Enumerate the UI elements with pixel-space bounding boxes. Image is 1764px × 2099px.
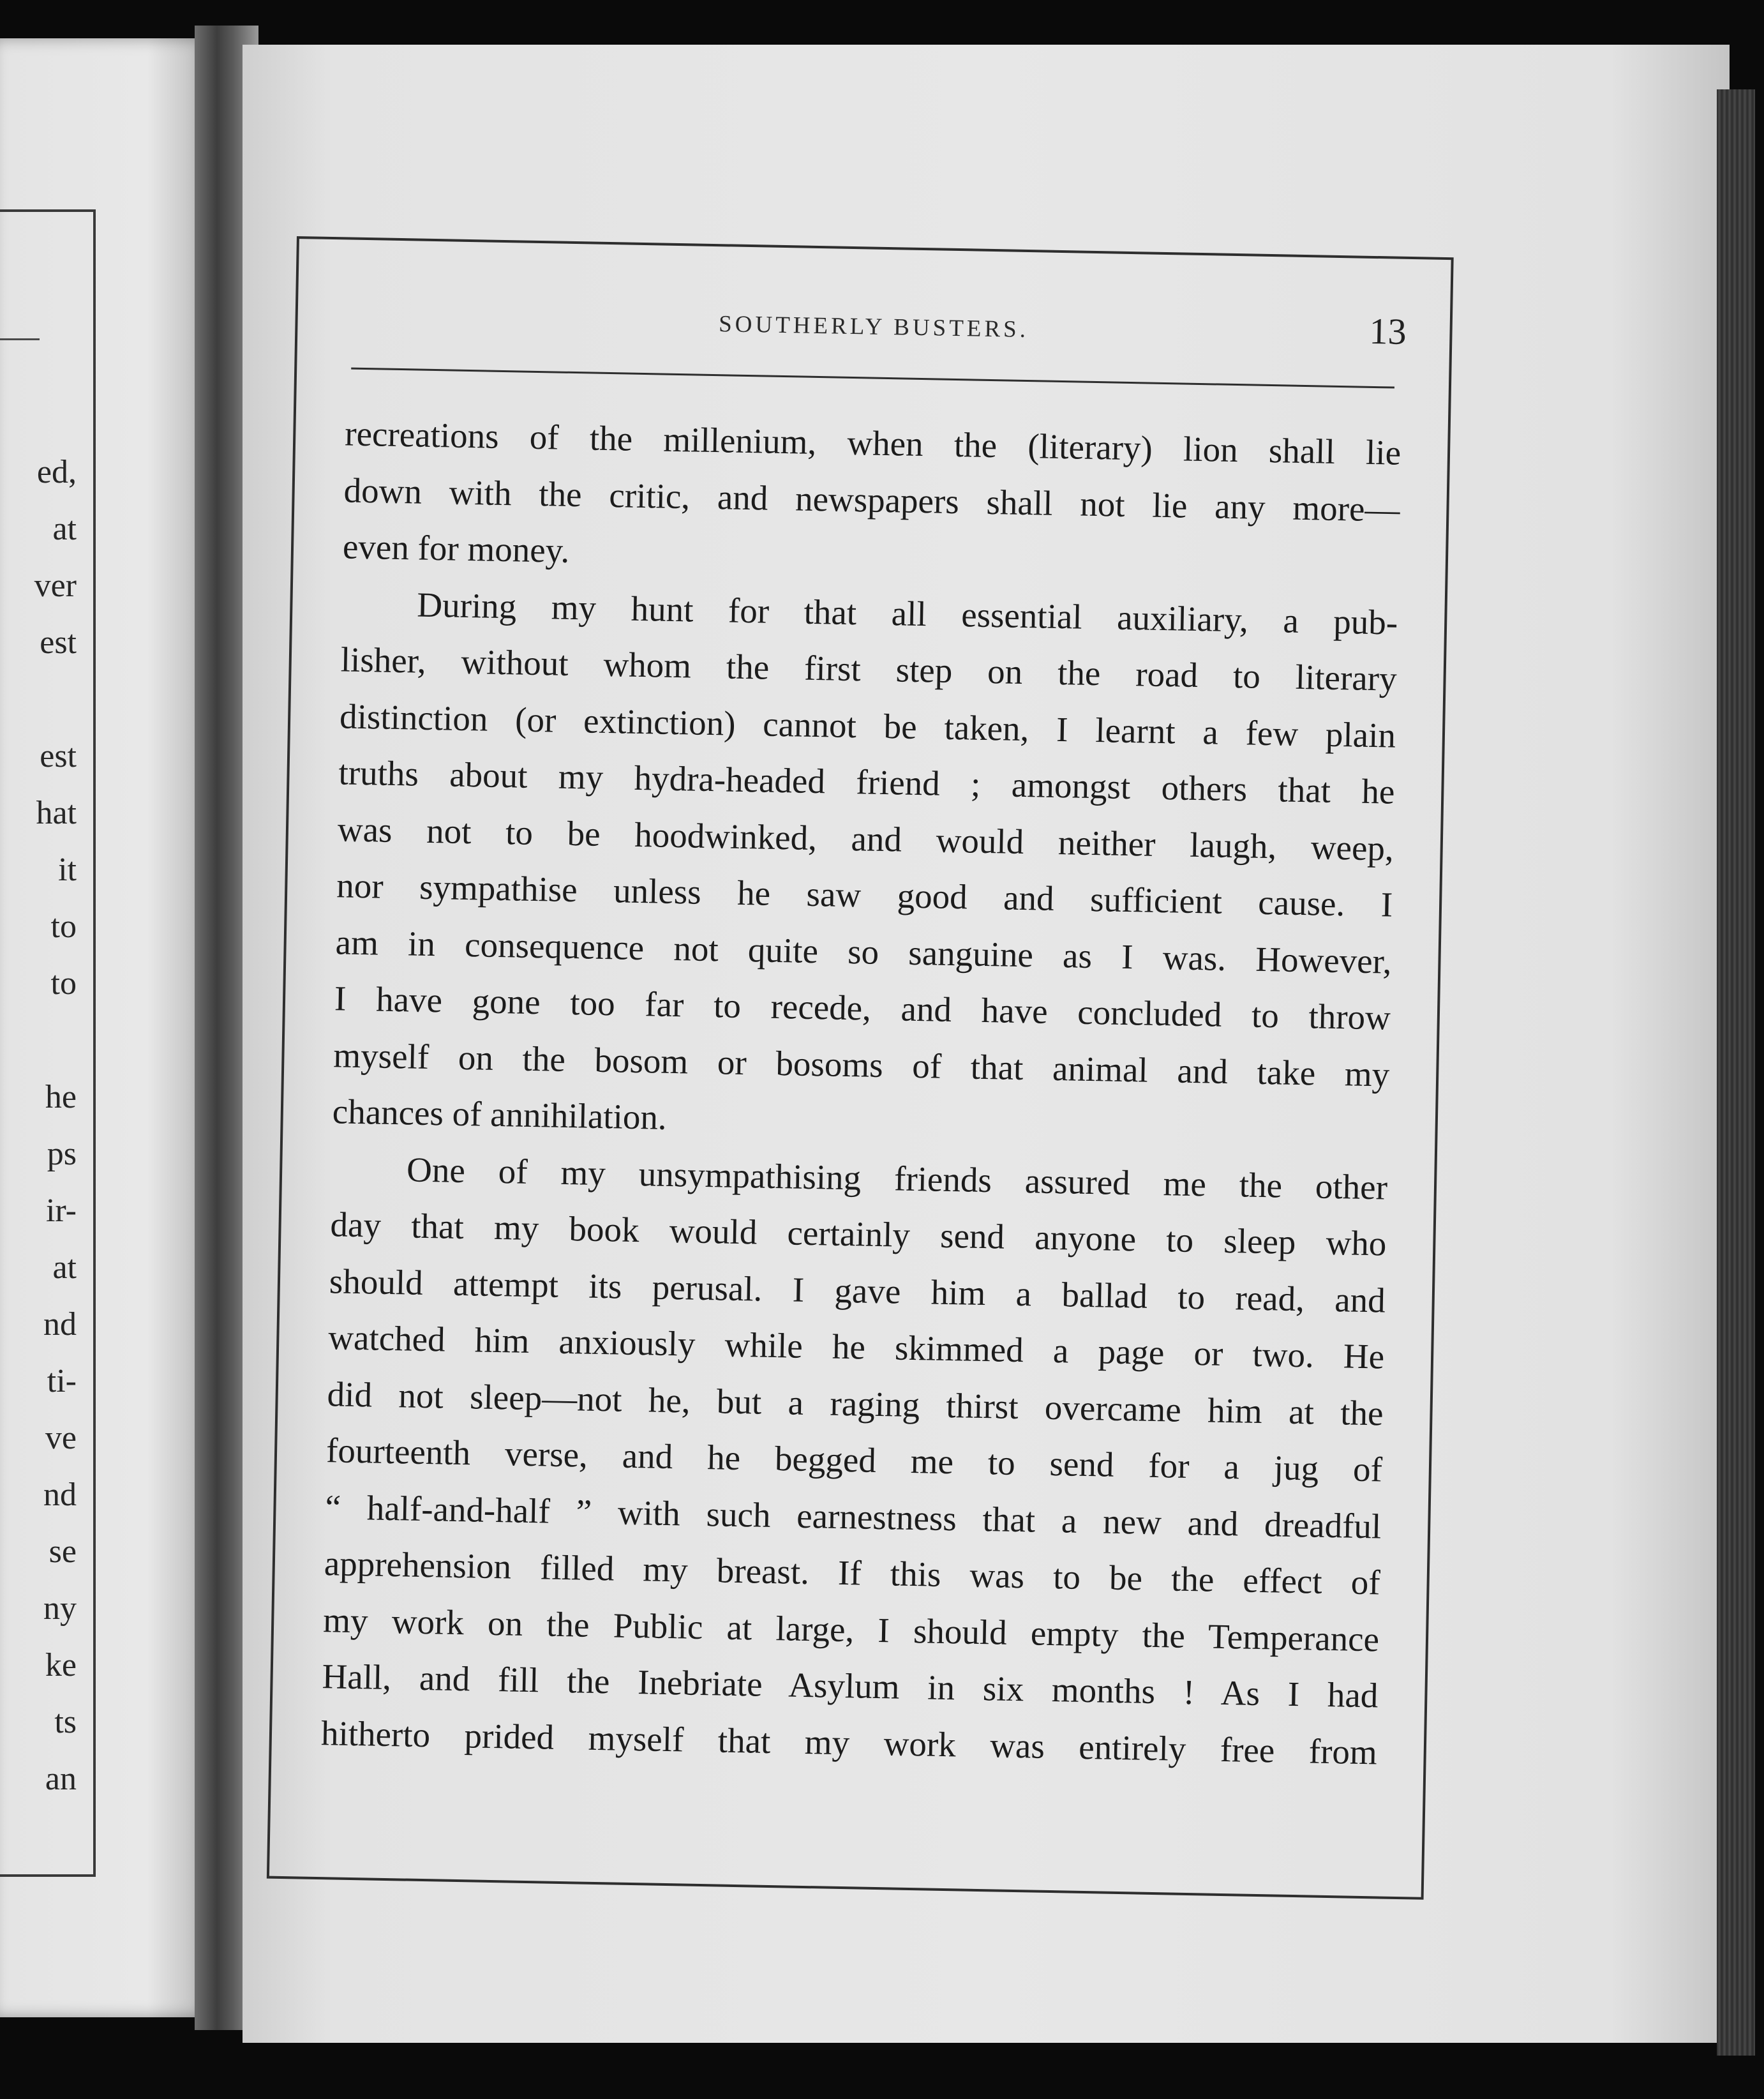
text-line: was not to be hoodwinked, and would neither laugh, weep, — [337, 809, 1394, 868]
previous-page-head-rule — [0, 338, 40, 340]
head-rule — [351, 368, 1394, 389]
text-line: apprehension filled my breast. If this was to be the effect of — [324, 1544, 1381, 1602]
text-line: nor sympathise unless he saw good and sufficient cause. I — [336, 866, 1393, 924]
text-line: should attempt its perusal. I gave him a ballad to read, and — [329, 1261, 1386, 1320]
text-line: Hall, and fill the Inebriate Asylum in six months ! As I had — [322, 1657, 1379, 1715]
text-line: day that my book would certainly send anyone to sleep who — [330, 1205, 1387, 1263]
text-line: lisher, without whom the first step on the road to literary — [340, 640, 1398, 698]
previous-page-line: hat — [36, 795, 77, 831]
text-line: did not sleep—not he, but a raging thirst overcame him at the — [327, 1374, 1384, 1433]
previous-page-line: ir- — [45, 1192, 77, 1229]
previous-page-line — [0, 671, 77, 728]
previous-page-line: ps — [47, 1136, 77, 1172]
previous-page-line: to — [50, 908, 77, 945]
previous-page-line: ts — [54, 1704, 77, 1740]
previous-page-line: ti- — [47, 1363, 77, 1399]
text-line: even for money. — [342, 527, 570, 570]
text-line: One of my unsympathising friends assured me the other — [406, 1149, 1388, 1207]
running-head: SOUTHERLY BUSTERS. — [718, 311, 1029, 343]
text-line: am in consequence not quite so sanguine as I was. However, — [335, 922, 1393, 981]
text-line: chances of annihilation. — [332, 1092, 668, 1137]
text-block-frame — [267, 236, 1454, 1900]
previous-page-line: to — [50, 965, 77, 1002]
previous-page-line: ke — [45, 1647, 77, 1683]
previous-page-line: ed, — [36, 454, 77, 490]
page-edges — [1717, 89, 1755, 2056]
previous-page-line: he — [45, 1079, 77, 1115]
previous-page — [0, 38, 211, 2017]
previous-page-line: at — [52, 511, 77, 547]
previous-page-line: an — [45, 1761, 77, 1797]
text-line: distinction (or extinction) cannot be taken, I learnt a few plain — [339, 696, 1396, 755]
page-number: 13 — [1368, 310, 1407, 352]
previous-page-line: se — [49, 1533, 77, 1570]
previous-page-line: nd — [43, 1306, 77, 1343]
text-line: fourteenth verse, and he begged me to send for a jug of — [325, 1431, 1383, 1489]
text-line: myself on the bosom or bosoms of that animal and take my — [333, 1035, 1390, 1094]
text-line: watched him anxiously while he skimmed a page or two. He — [327, 1318, 1385, 1376]
previous-page-line: ve — [45, 1420, 77, 1456]
text-line: my work on the Public at large, I should empty the Temperance — [322, 1600, 1380, 1659]
previous-page-line: ny — [43, 1590, 77, 1627]
previous-page-line: est — [40, 738, 77, 774]
text-line: “ half-and-half ” with such earnestness that a new and dreadful — [324, 1487, 1382, 1546]
previous-page-line: est — [40, 624, 77, 661]
text-line: During my hunt for that all essential auxiliary, a pub- — [416, 585, 1398, 642]
text-line: truths about my hydra-headed friend ; amongst others that he — [338, 753, 1395, 811]
previous-page-line — [0, 1012, 77, 1069]
previous-page-line: nd — [43, 1477, 77, 1513]
text-line: I have gone too far to recede, and have concluded to throw — [334, 979, 1391, 1037]
previous-page-line: at — [52, 1249, 77, 1286]
text-line: down with the critic, and newspapers shall not lie any more— — [343, 470, 1401, 529]
body-text — [320, 405, 1401, 1780]
previous-page-line: ver — [34, 568, 77, 604]
previous-page-text — [0, 444, 77, 1807]
text-line: recreations of the millenium, when the (literary) lion shall lie — [344, 414, 1401, 472]
text-line: hitherto prided myself that my work was entirely free from — [320, 1713, 1378, 1772]
previous-page-line: it — [58, 852, 77, 888]
